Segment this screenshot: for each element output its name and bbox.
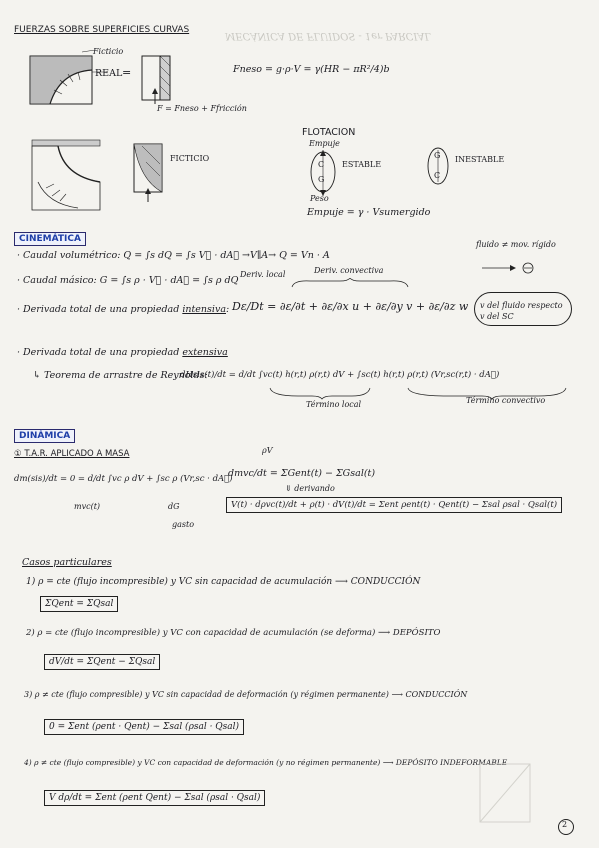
real-label: REAL (95, 68, 123, 79)
vrel-note: v del fluido respecto v del SC (480, 301, 563, 321)
flotacion-title: FLOTACION (302, 127, 356, 138)
peso-label: Peso (310, 194, 329, 203)
tar-title: ① T.A.R. APLICADO A MASA (14, 449, 130, 459)
bleed-through-sketch (470, 760, 550, 830)
stability-diagram-stable (305, 148, 345, 198)
brace-convectiva (290, 278, 410, 288)
unstable-g: G (434, 151, 441, 160)
deriv-local-label: Deriv. local (240, 270, 286, 279)
center-g: G (318, 175, 325, 184)
unstable-c: C (434, 171, 441, 180)
cinematica-title: CINEMÁTICA (14, 232, 86, 246)
dg-label: dG (168, 502, 180, 511)
deriv-extensiva-text: · Derivada total de una propiedad (17, 347, 180, 358)
termino-convectivo: Término convectivo (466, 396, 546, 405)
intensiva-word: intensiva (182, 304, 226, 315)
caso-2: 2) ρ = cte (flujo incompresible) y VC con capacidad de acumulación (se deforma) ⟶ DEPÓSITO (26, 628, 441, 638)
extensiva-word: extensiva (182, 347, 228, 358)
inestable-label: INESTABLE (455, 155, 505, 164)
caso-1-box: ΣQent = ΣQsal (40, 596, 118, 612)
caso-4: 4) ρ ≠ cte (flujo compresible) y VC con capacidad de deformación (y no régimen permanente) ⟶ DEPÓSITO INDEFORMABLE (24, 758, 508, 767)
deriv-total-text: · Derivada total de una propiedad (17, 304, 180, 315)
deriv-total-formula: Dε/Dt = ∂ε/∂t + ∂ε/∂x u + ∂ε/∂y v + ∂ε/∂z w (232, 300, 469, 313)
rho-v-label: ρV (262, 446, 273, 455)
equals-sign: = (122, 66, 132, 79)
caso-2-box: dV/dt = ΣQent − ΣQsal (44, 654, 160, 670)
deriv-conv-label: Deriv. convectiva (314, 266, 384, 275)
ficticio-label-bottom: FICTICIO (170, 154, 210, 163)
caso-4-box: V dρ/dt = Σent (ρent Qent) − Σsal (ρsal · Qsal) (44, 790, 265, 806)
center-c: C (318, 160, 325, 169)
mvc-label: mvc(t) (74, 502, 101, 511)
dinamica-title: DINÁMICA (14, 429, 75, 443)
deriv-extensiva-label (17, 347, 228, 358)
reynolds-formula: dHsis(t)/dt = d/dt ∫vc(t) h(r,t) ρ(r,t) dV + ∫sc(t) h(r,t) ρ(r,t) (Vr,sc(r,t) · dA⃗) (180, 370, 500, 380)
section-title: FUERZAS SOBRE SUPERFICIES CURVAS (14, 25, 190, 35)
empuje-formula: Empuje = γ · Vsumergido (307, 207, 431, 218)
caso-3: 3) ρ ≠ cte (flujo compresible) y VC sin capacidad de deformación (y régimen permanente) ⟶ CONDUCCIÓN (24, 690, 468, 699)
casos-title: Casos particulares (22, 557, 112, 568)
caso-1: 1) ρ = cte (flujo incompresible) y VC sin capacidad de acumulación ⟶ CONDUCCIÓN (26, 577, 421, 587)
force-sum-label: F = Fneso + Ffricción (157, 104, 247, 113)
curved-surface-diagram-bottom (28, 138, 118, 218)
caso-3-box: 0 = Σent (ρent · Qent) − Σsal (ρsal · Qsal) (44, 719, 244, 735)
vector-arrows-sketch (480, 258, 540, 278)
dmvc-formula: dmvc/dt = ΣGent(t) − ΣGsal(t) (228, 468, 376, 479)
empuje-label: Empuje (309, 139, 340, 148)
curved-surface-diagram-result (140, 52, 180, 112)
dinamica-boxed-formula: V(t) · dρvc(t)/dt + ρ(t) · dV(t)/dt = Σent ρent(t) · Qent(t) − Σsal ρsal · Qsal(t) (226, 497, 562, 513)
tar-formula: dm(sis)/dt = 0 = d/dt ∫vc ρ dV + ∫sc ρ (Vr,sc · dA⃗) (14, 474, 233, 484)
curved-surface-diagram-top (20, 50, 160, 120)
caudal-volumetrico: · Caudal volumétrico: Q = ∫s dQ = ∫s V⃗ · dA⃗ →V∥A→ Q = Vn · A (17, 250, 330, 261)
derivando-label: ⇓ derivando (285, 484, 335, 493)
bleed-through-title: MECÁNICA DE FLUIDOS - 1er PARCIAL (225, 30, 432, 41)
ficticio-label-top: Ficticio (93, 47, 124, 56)
termino-local: Término local (306, 400, 362, 409)
page-number: 2 (562, 820, 568, 829)
fluido-mov-note: fluido ≠ mov. rígido (476, 240, 556, 249)
curved-surface-diagram-bottom-result (130, 140, 190, 210)
f-neso-formula: Fneso = g·ρ·V = γ(HR − πR²/4)b (233, 64, 390, 75)
estable-label: ESTABLE (342, 160, 382, 169)
gasto-label: gasto (172, 520, 195, 529)
caudal-masico: · Caudal másico: G = ∫s ρ · V⃗ · dA⃗ = ∫s ρ dQ (17, 275, 239, 286)
reynolds-label: ↳ Teorema de arrastre de Reynolds: (33, 370, 208, 381)
deriv-total-label: · Derivada total de una propiedad intensiva: (17, 304, 230, 315)
